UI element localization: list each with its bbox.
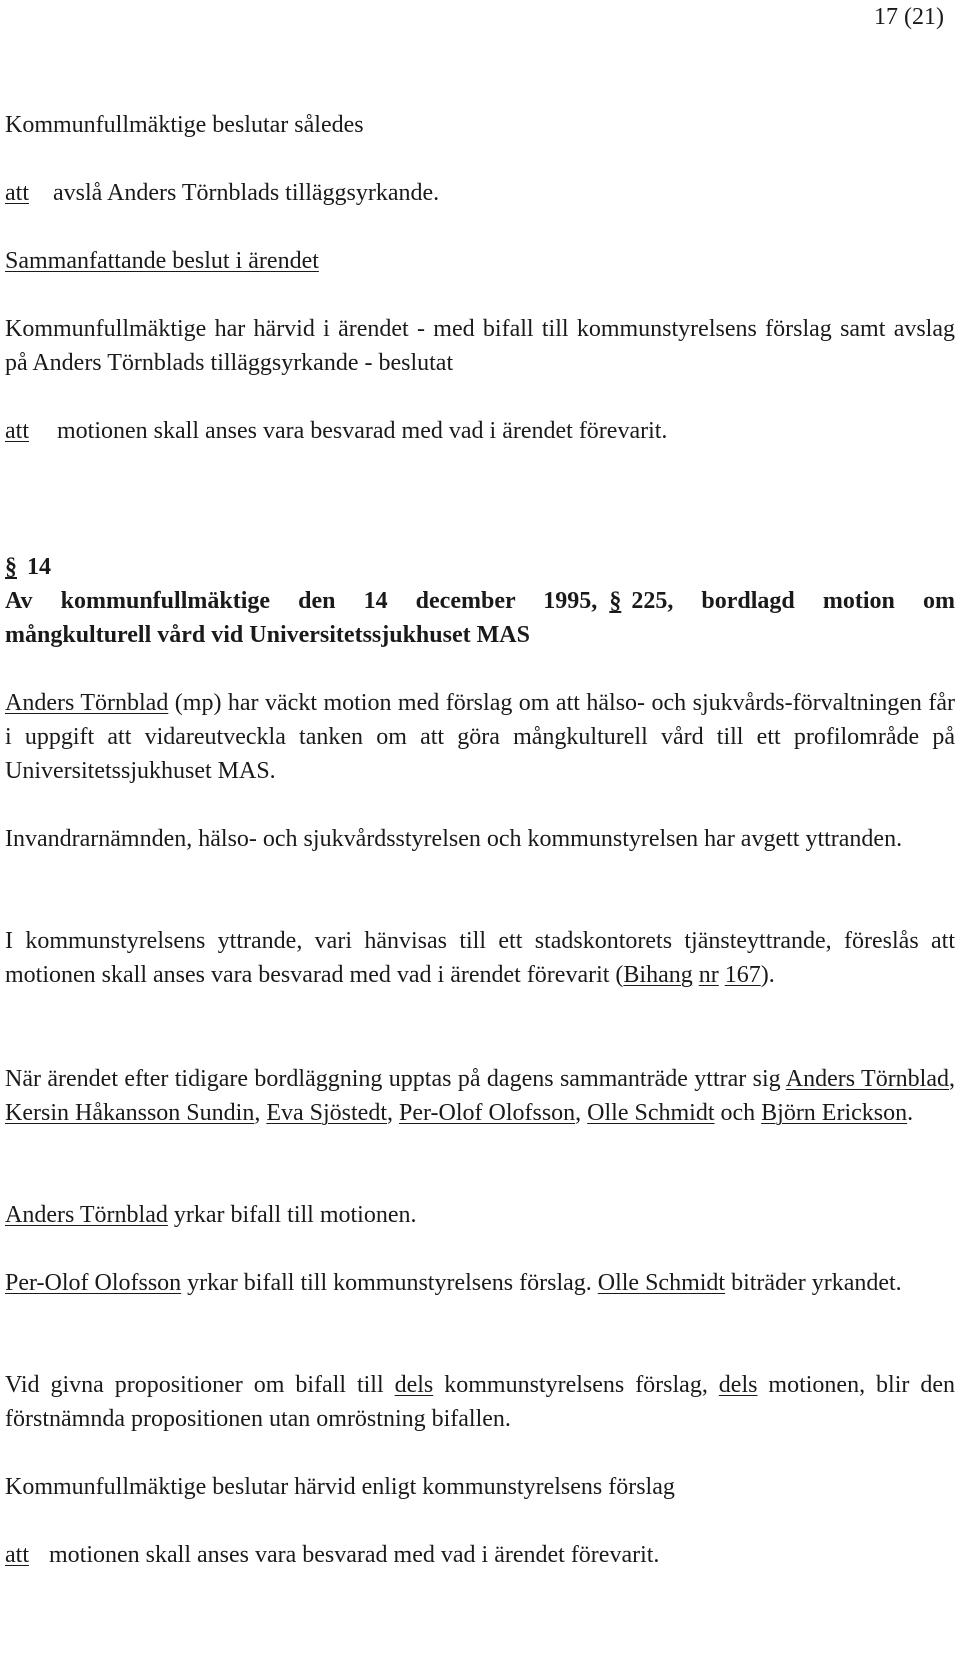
final-decision-item: motionen skall anses vara besvarad med vad i ärendet förevarit. (49, 1542, 660, 1568)
summary-text: Kommunfullmäktige har härvid i ärendet - med bifall till kommunstyrelsens förslag samt avslag på Anders Törnblads tilläggsyrkande - beslutat (5, 316, 955, 376)
att-marker: att (5, 180, 29, 206)
speaker-name: Eva Sjöstedt (266, 1100, 387, 1126)
appendix-link: nr (698, 962, 719, 988)
section-number: 14 (27, 554, 51, 580)
section-symbol: § (5, 554, 17, 580)
debate-paragraph: När ärendet efter tidigare bordläggning upptas på dagens sammanträde yttrar sig Anders Törnblad, Kersin Håkansson Sundin, Eva Sjöstedt, Per-Olof Olofsson, Olle Schmidt och Björn Erickson. (5, 1066, 956, 1126)
person-name: Anders Törnblad (5, 1202, 168, 1228)
section-title-line1: Av kommunfullmäktige den 14 december 1995, § 225, bordlagd motion om (5, 584, 955, 618)
final-att-clause (5, 1538, 955, 1572)
decision-att-clause (5, 176, 955, 210)
section-number-line (5, 550, 955, 584)
motion-paragraph: Anders Törnblad (mp) har väckt motion med förslag om att hälso- och sjukvårds-förvaltningen får i uppgift att vidareutveckla tanken om att göra mångkulturell vård till ett profilområde på Universitetssjukhuset MAS. (5, 690, 955, 784)
speaker-name: Per-Olof Olofsson (398, 1100, 576, 1126)
page-number: 17 (21) (874, 4, 944, 30)
section-symbol: § (609, 588, 622, 614)
person-name: Per-Olof Olofsson (5, 1270, 182, 1296)
speaker-name: Olle Schmidt (587, 1100, 715, 1126)
decision-item: avslå Anders Törnblads tilläggsyrkande. (53, 180, 440, 206)
propositions-paragraph: Vid givna propositioner om bifall till dels kommunstyrelsens förslag, dels motionen, blir den förstnämnda propositionen utan omröstning bifallen. (5, 1372, 955, 1432)
speaker-name: Kersin Håkansson Sundin (5, 1100, 255, 1126)
motion-support-paragraph: Anders Törnblad yrkar bifall till motionen. (5, 1202, 417, 1228)
speaker-name: Anders Törnblad (785, 1066, 950, 1092)
appendix-number: 167 (724, 962, 761, 988)
summary-heading: Sammanfattande beslut i ärendet (5, 248, 319, 274)
att-marker: att (5, 418, 29, 444)
att-marker: att (5, 1542, 29, 1568)
decision-intro: Kommunfullmäktige beslutar således (5, 112, 364, 138)
statements-paragraph: Invandrarnämnden, hälso- och sjukvårdsstyrelsen och kommunstyrelsen har avgett yttranden. (5, 826, 903, 852)
summary-att-clause (5, 414, 955, 448)
person-name: Olle Schmidt (597, 1270, 726, 1296)
summary-item: motionen skall anses vara besvarad med vad i ärendet förevarit. (57, 418, 668, 444)
proposal-paragraph: Per-Olof Olofsson yrkar bifall till kommunstyrelsens förslag. Olle Schmidt biträder yrkandet. (5, 1270, 902, 1296)
speaker-name: Björn Erickson (761, 1100, 908, 1126)
section-title-line2: mångkulturell vård vid Universitetssjukhuset MAS (5, 622, 530, 648)
appendix-link: Bihang (623, 962, 693, 988)
board-statement-paragraph: I kommunstyrelsens yttrande, vari hänvisas till ett stadskontorets tjänsteyttrande, föreslås att motionen skall anses vara besvarad med vad i ärendet förevarit (Bihang nr 167). (5, 928, 955, 988)
section-heading (5, 550, 955, 652)
final-decision-intro: Kommunfullmäktige beslutar härvid enligt kommunstyrelsens förslag (5, 1474, 675, 1500)
person-name: Anders Törnblad (5, 690, 169, 716)
